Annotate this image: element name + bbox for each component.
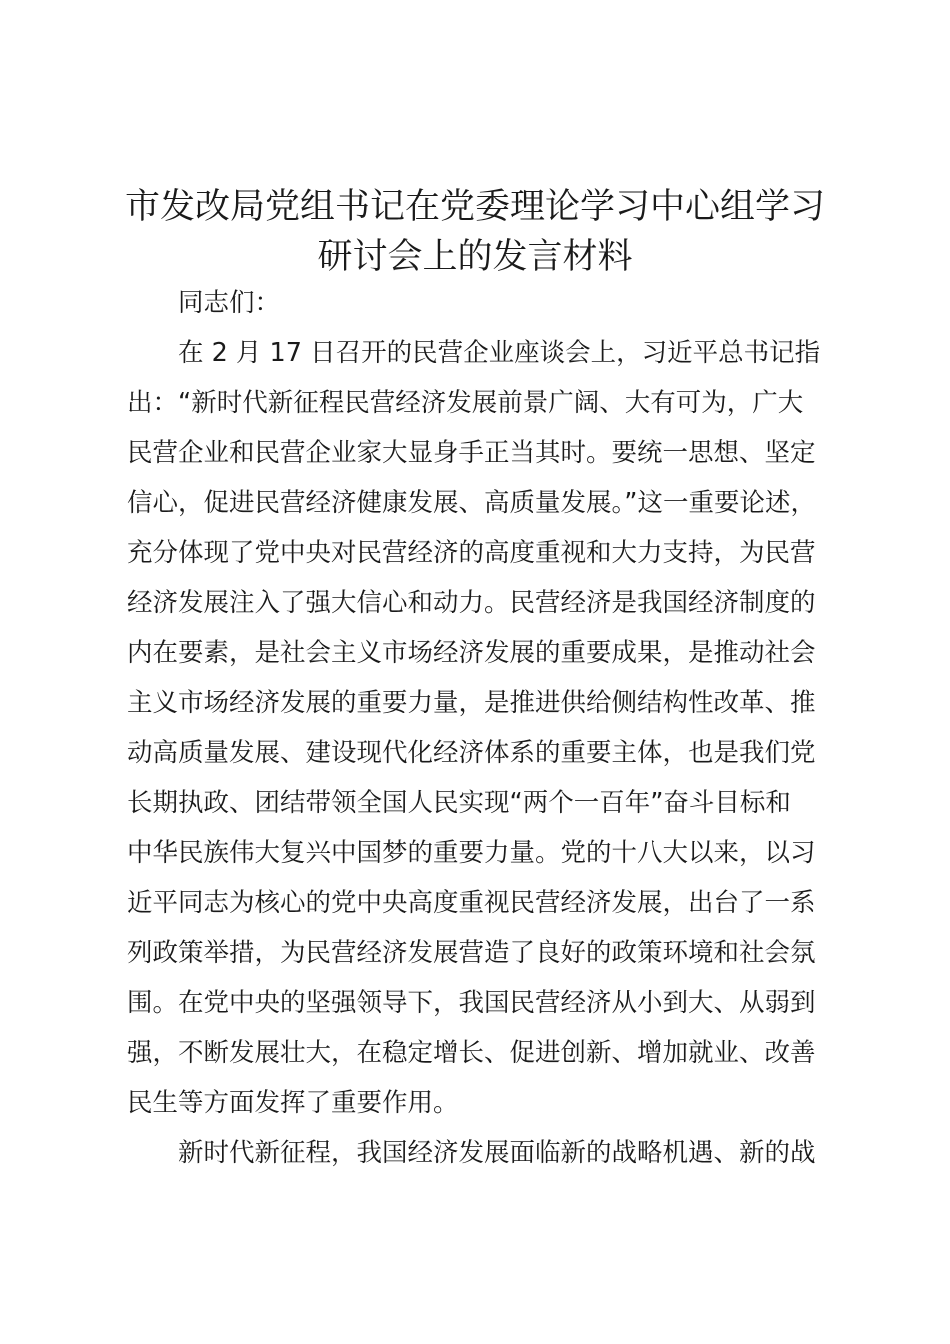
paragraph-1-line: 中华民族伟大复兴中国梦的重要力量。党的十八大以来，以习: [127, 838, 816, 868]
document-title-line-1: 市发改局党组书记在党委理论学习中心组学习: [124, 187, 825, 227]
paragraph-1-line: 列政策举措，为民营经济发展营造了良好的政策环境和社会氛: [127, 938, 816, 968]
paragraph-1-line: 民生等方面发挥了重要作用。: [127, 1088, 459, 1118]
paragraph-1-line: 充分体现了党中央对民营经济的高度重视和大力支持，为民营: [127, 538, 816, 568]
paragraph-1-line: 长期执政、团结带领全国人民实现“两个一百年”奋斗目标和: [127, 788, 791, 818]
paragraph-1-line: 经济发展注入了强大信心和动力。民营经济是我国经济制度的: [127, 588, 816, 618]
paragraph-2-line: 新时代新征程，我国经济发展面临新的战略机遇、新的战: [178, 1138, 816, 1168]
paragraph-1-line: 在 2 月 17 日召开的民营企业座谈会上，习近平总书记指: [178, 338, 821, 368]
paragraph-1-line: 动高质量发展、建设现代化经济体系的重要主体，也是我们党: [127, 738, 816, 768]
paragraph-1-line: 内在要素，是社会主义市场经济发展的重要成果，是推动社会: [127, 638, 816, 668]
paragraph-1-line: 强，不断发展壮大，在稳定增长、促进创新、增加就业、改善: [127, 1038, 816, 1068]
document-title-line-2: 研讨会上的发言材料: [317, 237, 633, 277]
paragraph-1-line: 围。在党中央的坚强领导下，我国民营经济从小到大、从弱到: [127, 988, 816, 1018]
paragraph-1-line: 民营企业和民营企业家大显身手正当其时。要统一思想、坚定: [127, 438, 816, 468]
paragraph-1-line: 近平同志为核心的党中央高度重视民营经济发展，出台了一系: [127, 888, 816, 918]
paragraph-1-line: 主义市场经济发展的重要力量，是推进供给侧结构性改革、推: [127, 688, 816, 718]
paragraph-1-line: 出：“新时代新征程民营经济发展前景广阔、大有可为，广大: [127, 388, 804, 418]
salutation: 同志们：: [178, 288, 281, 318]
paragraph-1-line: 信心，促进民营经济健康发展、高质量发展。”这一重要论述，: [127, 488, 816, 518]
